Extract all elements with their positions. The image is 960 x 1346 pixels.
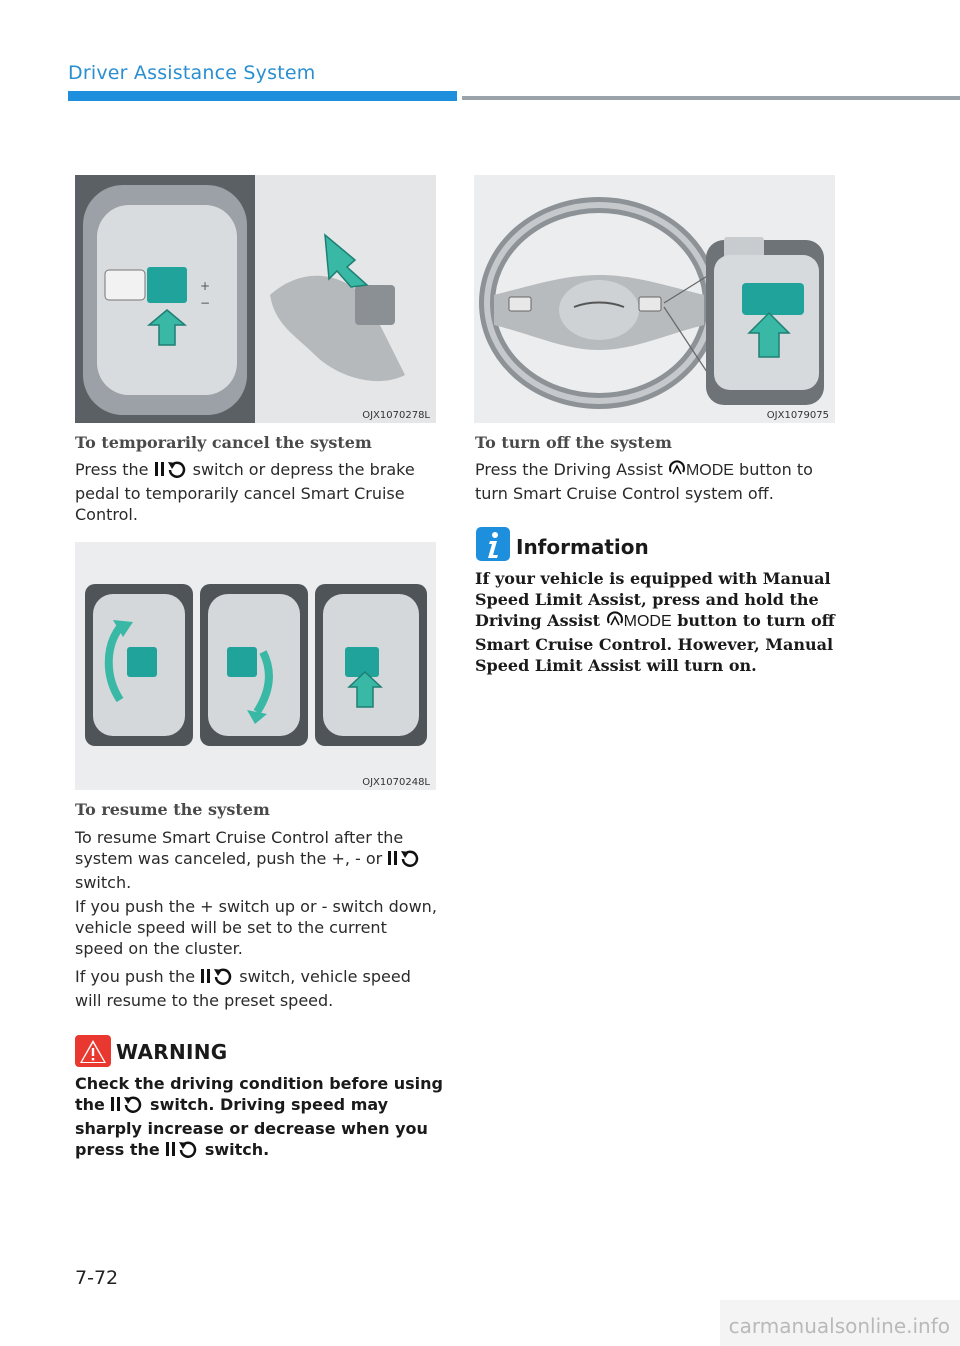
warning-title: WARNING: [116, 1040, 228, 1064]
cancel-resume-switch-icon: [110, 1095, 144, 1118]
paragraph-resume-2: If you push the + switch up or - switch down, vehicle speed will be set to the current speed on the cluster.: [75, 897, 437, 958]
driving-assist-icon: [668, 460, 686, 483]
figure-cancel-switch-brake: [75, 175, 436, 423]
text-fragment: switch.: [75, 873, 132, 892]
figure-code: OJX1070248L: [362, 777, 430, 788]
text-fragment: Press the: [75, 460, 149, 479]
paragraph-resume-1: [75, 827, 440, 893]
watermark: [720, 1300, 960, 1346]
text-fragment: switch or depress the brake pedal to temporarily cancel Smart Cruise Control.: [75, 460, 415, 524]
mode-label: MODE: [685, 462, 734, 479]
text-fragment: If you push the: [75, 967, 196, 986]
text-fragment: button to turn Smart Cruise Control system off.: [475, 460, 813, 503]
text-fragment: If your vehicle is equipped with Manual Speed Limit Assist, press and hold the Driving Assist: [475, 569, 831, 630]
figure-code: OJX1079075: [766, 410, 829, 421]
mode-label: MODE: [623, 613, 672, 630]
information-icon: [476, 527, 510, 561]
text-fragment: Check the driving condition before using the: [75, 1074, 443, 1114]
cancel-resume-switch-icon: [387, 849, 421, 872]
steering-switch-and-pedal-illustration: [75, 175, 436, 423]
driving-assist-icon: [606, 611, 624, 634]
header-rule: [462, 96, 960, 100]
warning-text: [75, 1073, 445, 1163]
watermark-text: carmanualsonline.info: [728, 1314, 950, 1338]
heading-resume: To resume the system: [75, 800, 270, 819]
warning-icon: [75, 1035, 111, 1067]
text-fragment: Press the Driving Assist: [475, 460, 663, 479]
information-text: [475, 568, 845, 676]
header-accent-bar: [68, 91, 457, 101]
heading-temporarily-cancel: To temporarily cancel the system: [75, 433, 372, 452]
figure-driving-assist-button: [474, 175, 835, 423]
cancel-resume-switch-icon: [165, 1140, 199, 1163]
paragraph-temporarily-cancel: [75, 459, 440, 525]
text-fragment: switch.: [199, 1140, 270, 1159]
page-number: 7-72: [75, 1267, 119, 1289]
text-fragment: switch. Driving speed may sharply increase or decrease when you press the: [75, 1095, 428, 1159]
svg-text:−: −: [200, 296, 211, 310]
text-fragment: switch, vehicle speed will resume to the preset speed.: [75, 967, 411, 1010]
figure-resume-switches: [75, 542, 436, 790]
cancel-resume-switch-icon: [200, 967, 234, 990]
text-fragment: To resume Smart Cruise Control after the system was canceled, push the +, - or: [75, 828, 404, 868]
figure-code: OJX1070278L: [362, 410, 430, 421]
heading-turn-off: To turn off the system: [475, 433, 672, 452]
svg-text:+: +: [200, 279, 211, 293]
paragraph-resume-3: [75, 966, 440, 1011]
text-fragment: button to turn off Smart Cruise Control. However, Manual Speed Limit Assist will turn on.: [475, 611, 835, 675]
section-title: Driver Assistance System: [68, 62, 316, 84]
three-switch-operation-illustration: [75, 542, 436, 790]
paragraph-turn-off: [475, 459, 840, 504]
steering-wheel-mode-button-illustration: [474, 175, 835, 423]
cancel-resume-switch-icon: [154, 460, 188, 483]
information-title: Information: [516, 535, 649, 559]
